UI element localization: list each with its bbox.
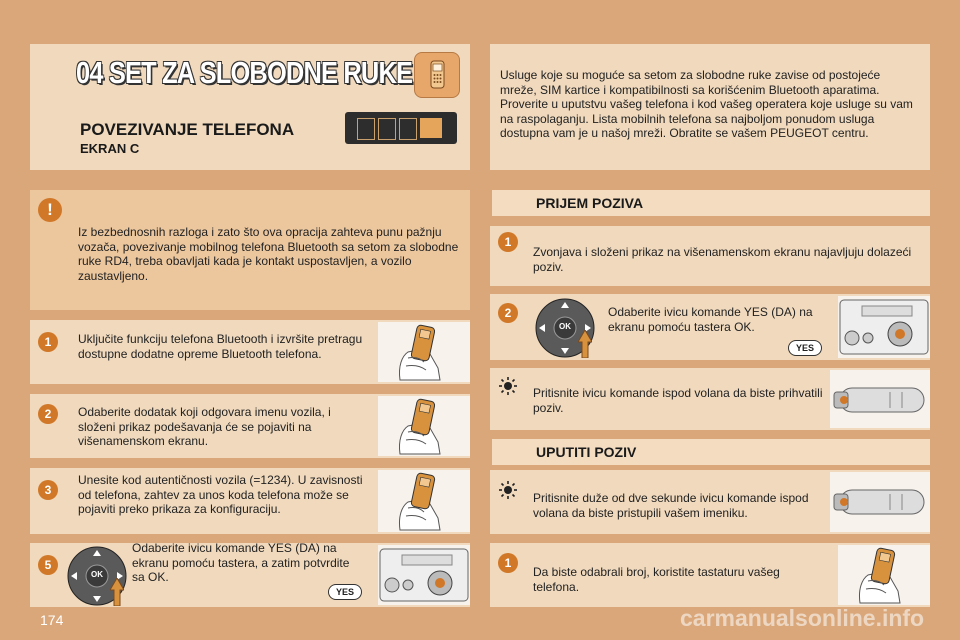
step-text: Uključite funkciju telefona Bluetooth i izvršite pretragu dostupne dodatne opreme Bluetooth telefona. — [78, 332, 363, 361]
pointer-arrow-icon — [110, 578, 124, 606]
radio-unit-illustration — [838, 296, 930, 358]
step-badge: 2 — [498, 303, 518, 323]
make-call-heading: UPUTITI POZIV — [492, 439, 930, 465]
step-text: Odaberite ivicu komande YES (DA) na ekranu pomoću tastera OK. — [608, 305, 813, 334]
receive-call-heading: PRIJEM POZIVA — [492, 190, 930, 216]
step-text: Odaberite ivicu komande YES (DA) na ekranu pomoću tastera, a zatim potvrdite sa OK. — [132, 541, 350, 584]
hand-phone-illustration — [838, 545, 930, 605]
warning-icon: ! — [38, 198, 62, 222]
step-badge: 1 — [498, 553, 518, 573]
warning-text: Iz bezbednosnih razloga i zato što ova opracija zahteva punu pažnju vozača, povezivanje mobilnog telefona Bluetooth sa setom za slobodne ruke RD4, treba obavljati kada je kontakt uspostavljen, a vozilo zaustavljeno. — [78, 225, 459, 283]
hand-phone-illustration — [378, 396, 470, 456]
step-text: Zvonjava i složeni prikaz na višenamenskom ekranu najavljuju dolazeći poziv. — [533, 245, 912, 274]
tip-text: Pritisnite ivicu komande ispod volana da biste prihvatili poziv. — [533, 386, 823, 415]
step-badge: 2 — [38, 404, 58, 424]
pointer-arrow-icon — [578, 330, 592, 358]
watermark: carmanualsonline.info — [680, 605, 925, 631]
step-text: Odaberite dodatak koji odgovara imenu vozila, i složeni prikaz podešavanja će se pojaviti na višenamenskom ekranu. — [78, 405, 331, 448]
light-bulb-icon — [498, 376, 518, 396]
light-bulb-icon — [498, 480, 518, 500]
section-subtitle: EKRAN C — [80, 141, 140, 156]
yes-button-label: YES — [328, 584, 362, 600]
page-number: 174 — [40, 612, 64, 628]
step-badge: 5 — [38, 555, 58, 575]
hand-phone-illustration — [378, 322, 470, 382]
step-badge: 1 — [498, 232, 518, 252]
page-title: 04 SET ZA SLOBODNE RUKE — [76, 55, 413, 90]
steering-stalk-illustration — [830, 472, 930, 532]
radio-unit-illustration — [378, 545, 470, 605]
step-badge: 3 — [38, 480, 58, 500]
step-text: Unesite kod autentičnosti vozila (=1234). U zavisnosti od telefona, zahtev za unos koda telefona može se pojaviti preko prikaza za konfiguraciju. — [78, 473, 363, 516]
ok-label: OK — [559, 322, 571, 331]
screen-c-display-icon — [345, 112, 457, 144]
yes-button-label: YES — [788, 340, 822, 356]
step-badge: 1 — [38, 332, 58, 352]
ok-label: OK — [91, 570, 103, 579]
tip-text: Pritisnite duže od dve sekunde ivicu komande ispod volana da biste pristupili vašem imeniku. — [533, 491, 809, 520]
phone-header-icon — [414, 52, 460, 98]
steering-stalk-illustration — [830, 370, 930, 428]
hand-phone-illustration — [378, 470, 470, 532]
step-text: Da biste odabrali broj, koristite tastaturu vašeg telefona. — [533, 565, 780, 594]
section-title: POVEZIVANJE TELEFONA — [80, 120, 295, 139]
intro-text: Usluge koje su moguće sa setom za slobodne ruke zavise od postojeće mreže, SIM kartice i kompatibilnosti sa korišćenim Bluetooth aparatima. Proverite u uputstvu vašeg telefona i kod vašeg operatera koje usluge su vam na raspolaganju. Lista mobilnih telefona sa najboljom ponudom usluga dostupna vam je u našoj mreži. Obratite se vašem PEUGEOT centru. — [500, 68, 913, 140]
